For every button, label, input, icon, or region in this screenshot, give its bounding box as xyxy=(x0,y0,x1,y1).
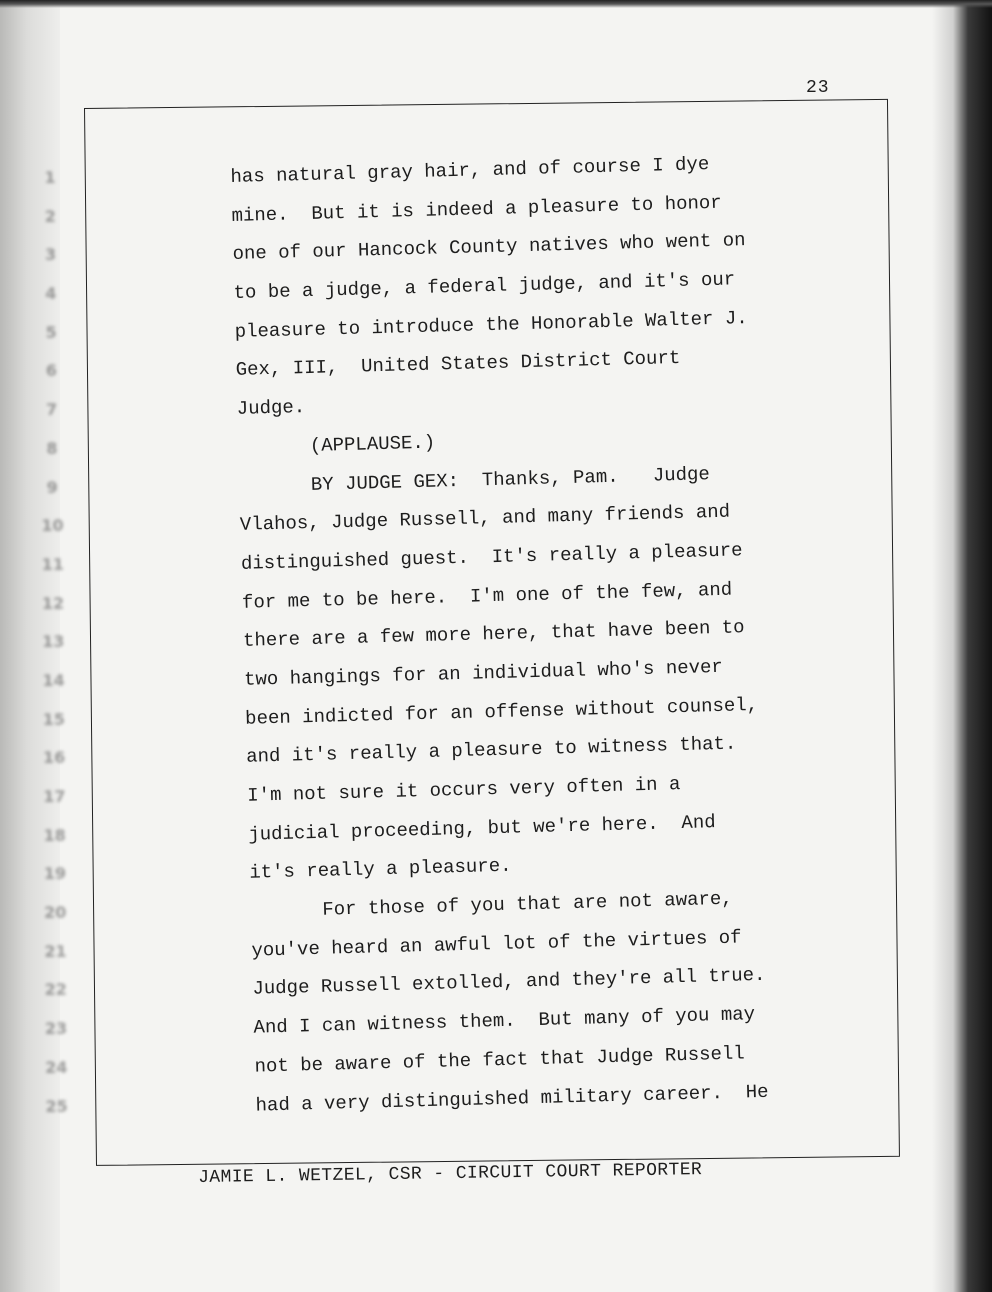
transcript-line: Gex, III, United States District Court xyxy=(235,347,681,382)
line-number: 13 xyxy=(42,632,65,652)
line-number: 24 xyxy=(45,1057,68,1077)
transcript-line: pleasure to introduce the Honorable Walter J. xyxy=(234,306,748,343)
line-number: 19 xyxy=(43,864,67,884)
line-number: 1 xyxy=(44,167,56,187)
line-number: 4 xyxy=(45,283,57,303)
line-number: 25 xyxy=(45,1096,68,1116)
line-number: 10 xyxy=(41,515,64,536)
transcript-line: And I can witness them. But many of you may xyxy=(253,1003,756,1039)
line-number: 21 xyxy=(44,941,67,961)
line-number: 6 xyxy=(45,361,58,381)
transcript-line: Judge Russell extolled, and they're all true. xyxy=(252,964,766,1001)
line-number: 17 xyxy=(43,786,66,806)
line-number: 11 xyxy=(41,554,64,574)
page-number: 23 xyxy=(806,78,830,98)
line-number: 18 xyxy=(43,825,66,845)
transcript-line: been indicted for an offense without counsel, xyxy=(244,693,759,730)
line-number: 23 xyxy=(44,1018,68,1039)
line-number: 5 xyxy=(45,322,57,342)
line-number-column xyxy=(30,168,77,1135)
transcript-line: distinguished guest. It's really a pleasure xyxy=(240,539,743,575)
transcript-line: there are a few more here, that have been to xyxy=(242,616,745,653)
transcript-line: has natural gray hair, and of course I dye xyxy=(230,153,710,188)
line-number: 3 xyxy=(44,245,57,265)
page-edge-shadow xyxy=(932,0,992,1292)
transcript-line: Judge. xyxy=(236,396,306,421)
transcript-line: you've heard an awful lot of the virtues of xyxy=(251,926,742,962)
line-number: 8 xyxy=(46,438,58,458)
line-number: 9 xyxy=(46,477,58,497)
transcript-line: two hangings for an individual who's never xyxy=(243,655,724,691)
line-number: 2 xyxy=(44,206,56,226)
transcript-line: it's really a pleasure. xyxy=(249,855,512,885)
line-number: 15 xyxy=(42,709,66,729)
court-reporter-footer: JAMIE L. WETZEL, CSR - CIRCUIT COURT REPORTER xyxy=(198,1160,703,1188)
transcript-body xyxy=(230,141,896,1125)
transcript-line: to be a judge, a federal judge, and it's our xyxy=(233,268,736,305)
line-number: 14 xyxy=(42,670,65,690)
transcript-line: (APPLAUSE.) xyxy=(309,431,436,457)
transcript-line: one of our Hancock County natives who went on xyxy=(232,229,746,266)
transcript-line: BY JUDGE GEX: Thanks, Pam. Judge xyxy=(310,462,711,496)
transcript-line: Vlahos, Judge Russell, and many friends and xyxy=(239,500,731,537)
transcript-line: mine. But it is indeed a pleasure to honor xyxy=(231,191,722,227)
transcript-line: not be aware of the fact that Judge Russell xyxy=(254,1042,745,1078)
line-number: 16 xyxy=(42,748,66,768)
transcript-line: judicial proceeding, but we're here. And xyxy=(248,810,716,846)
transcript-line: I'm not sure it occurs very often in a xyxy=(246,773,681,807)
line-number: 7 xyxy=(46,399,58,420)
top-edge-shadow xyxy=(0,0,992,8)
transcript-line: and it's really a pleasure to witness that. xyxy=(245,732,737,769)
line-number: 12 xyxy=(41,593,65,613)
transcript-line: for me to be here. I'm one of the few, and xyxy=(241,578,733,614)
transcript-line: had a very distinguished military career. He xyxy=(255,1080,769,1117)
line-number: 22 xyxy=(44,980,67,1000)
transcript-line: For those of you that are not aware, xyxy=(322,887,733,921)
line-number: 20 xyxy=(43,902,67,922)
